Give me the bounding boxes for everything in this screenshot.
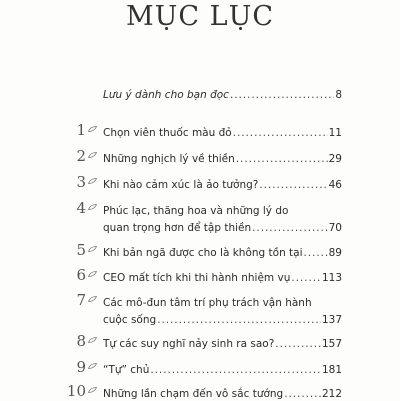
chapter-page: 70 [328,222,342,234]
chapter-number: 7 [76,291,86,309]
chapter-title: Chọn viên thuốc màu đỏ [103,127,232,139]
chapter-number: 4 [76,199,86,217]
toc-line [103,363,342,377]
chapter-title-line-2: quan trọng hơn để tập thiền [103,222,252,234]
toc-line [103,178,342,192]
dot-leader [259,178,327,192]
chapter-title-line-1: Phúc lạc, thăng hoa và những lý do [103,205,289,217]
dot-leader [252,221,327,235]
leaf-ornament-icon [88,296,97,302]
toc-intro-title: Lưu ý dành cho bạn đọc [103,89,229,101]
toc-line [103,221,342,235]
toc-line [103,204,342,218]
chapter-title-line-2: cuộc sống [103,314,157,326]
chapter-title: Những nghịch lý về thiền [103,153,235,165]
toc-line [103,246,342,260]
chapter-page: 46 [328,179,342,191]
chapter-title: “Tự” chủ [103,364,150,376]
dot-leader [150,363,321,377]
toc-line [103,152,342,166]
toc-line [103,337,342,351]
chapter-number: 1 [76,121,86,139]
chapter-number: 9 [76,358,86,376]
chapter-page: 11 [328,127,342,139]
leaf-ornament-icon [88,387,97,393]
chapter-page: 29 [328,153,342,165]
chapter-title: Tự các suy nghĩ nảy sinh ra sao? [103,338,275,350]
chapter-number: 8 [76,332,86,350]
toc-line [103,88,342,102]
chapter-page: 137 [321,314,342,326]
chapter-title: Khi bản ngã được cho là không tồn tại [103,247,303,259]
chapter-title: Khi nào cảm xúc là ảo tưởng? [103,179,259,191]
dot-leader [157,313,321,327]
toc-line [103,271,342,285]
chapter-number: 5 [76,241,86,259]
leaf-ornament-icon [88,152,97,158]
chapter-title: Những lần chạm đến vô sắc tướng [103,388,284,400]
leaf-ornament-icon [88,363,97,369]
chapter-page: 157 [321,338,342,350]
chapter-number: 2 [76,147,86,165]
dot-leader [230,88,334,102]
chapter-title: CEO mất tích khi thi hành nhiệm vụ [103,272,291,284]
toc-line [103,387,342,401]
leaf-ornament-icon [88,246,97,252]
leaf-ornament-icon [88,204,97,210]
dot-leader [284,387,321,401]
page-title: MỤC LỤC [126,1,274,32]
toc-line [103,313,342,327]
leaf-ornament-icon [88,271,97,277]
dot-leader [236,152,328,166]
dot-leader [291,271,321,285]
toc-line [103,126,342,140]
toc-intro-page: 8 [335,89,342,101]
leaf-ornament-icon [88,178,97,184]
chapter-number: 10 [66,382,86,400]
dot-leader [304,246,328,260]
dot-leader [233,126,328,140]
leaf-ornament-icon [88,337,97,343]
chapter-page: 113 [321,272,342,284]
chapter-page: 89 [328,247,342,259]
dot-leader [275,337,321,351]
chapter-number: 6 [76,266,86,284]
toc-line [103,296,342,310]
chapter-title-line-1: Các mô-đun tâm trí phụ trách vận hành [103,297,312,309]
leaf-ornament-icon [88,126,97,132]
chapter-page: 181 [321,364,342,376]
chapter-number: 3 [76,173,86,191]
chapter-page: 212 [321,388,342,400]
